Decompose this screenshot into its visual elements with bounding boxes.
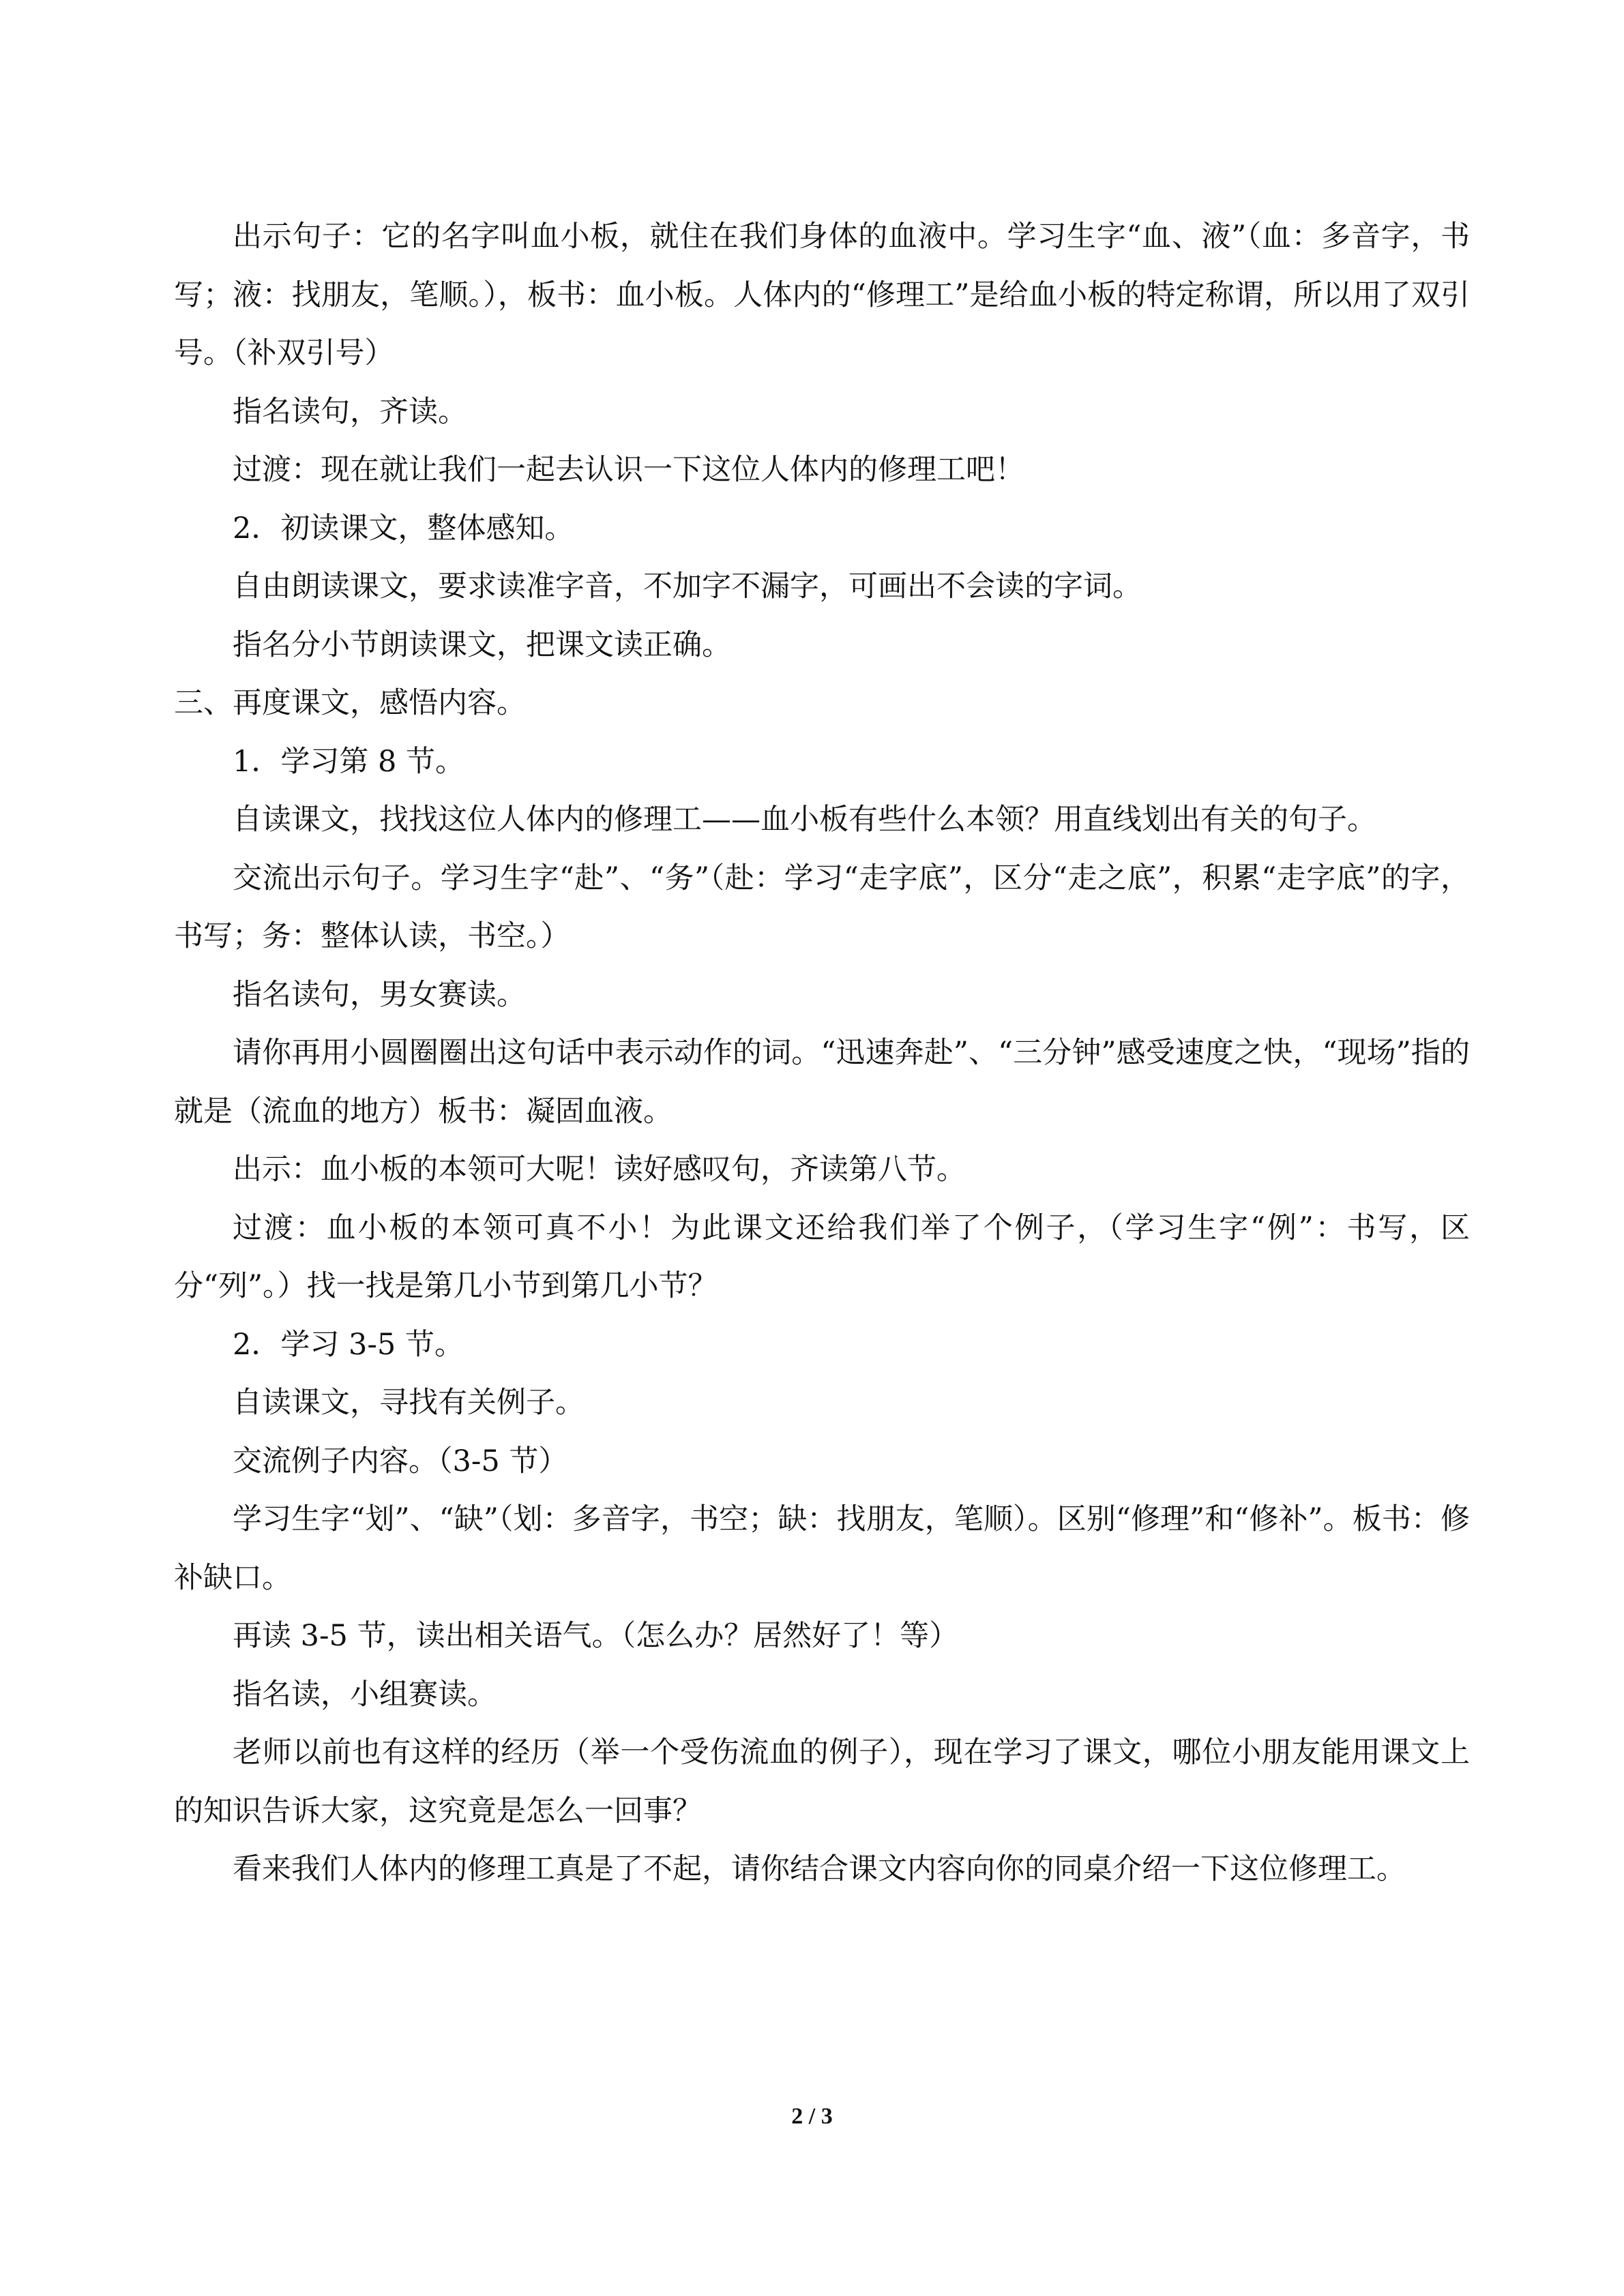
paragraph: 2．学习 3-5 节。 <box>233 1327 464 1362</box>
paragraph: 过渡：血小板的本领可真不小！为此课文还给我们举了个例子，（学习生字“例”：书写，区分“列”。）找一找是第几小节到第几小节？ <box>174 1210 1470 1303</box>
paragraph: 指名读，小组赛读。 <box>233 1677 497 1712</box>
document-body <box>174 208 1470 1899</box>
paragraph: 交流例子内容。（3-5 节） <box>233 1444 568 1478</box>
paragraph: 1．学习第 8 节。 <box>233 744 465 779</box>
paragraph: 自读课文，寻找有关例子。 <box>233 1386 585 1420</box>
paragraph: 交流出示句子。学习生字“赴”、“务”（赴：学习“走字底”，区分“走之底”，积累“走字底”的字，书写；务：整体认读，书空。） <box>174 861 1470 953</box>
paragraph: 再读 3-5 节，读出相关语气。（怎么办？居然好了！等） <box>233 1619 959 1653</box>
paragraph: 2．初读课文，整体感知。 <box>233 511 574 546</box>
paragraph: 请你再用小圆圈圈出这句话中表示动作的词。“迅速奔赴”、“三分钟”感受速度之快，“现场”指的就是（流血的地方）板书：凝固血液。 <box>174 1036 1470 1129</box>
paragraph: 指名读句，男女赛读。 <box>233 977 526 1012</box>
paragraph: 指名分小节朗读课文，把课文读正确。 <box>233 627 731 662</box>
paragraph: 出示：血小板的本领可大呢！读好感叹句，齐读第八节。 <box>233 1152 966 1187</box>
section-heading: 三、再度课文，感悟内容。 <box>174 686 526 720</box>
paragraph: 自读课文，找找这位人体内的修理工——血小板有些什么本领？用直线划出有关的句子。 <box>233 803 1376 837</box>
paragraph: 指名读句，齐读。 <box>233 394 467 429</box>
paragraph: 学习生字“划”、“缺”（划：多音字，书空；缺：找朋友，笔顺）。区别“修理”和“修补”。板书：修补缺口。 <box>174 1502 1470 1595</box>
paragraph: 自由朗读课文，要求读准字音，不加字不漏字，可画出不会读的字词。 <box>233 569 1142 603</box>
paragraph: 老师以前也有这样的经历（举一个受伤流血的例子），现在学习了课文，哪位小朋友能用课文上的知识告诉大家，这究竟是怎么一回事？ <box>174 1735 1470 1828</box>
page-number: 2 / 3 <box>791 2104 833 2129</box>
paragraph: 看来我们人体内的修理工真是了不起，请你结合课文内容向你的同桌介绍一下这位修理工。 <box>233 1852 1406 1886</box>
paragraph: 出示句子：它的名字叫血小板，就住在我们身体的血液中。学习生字“血、液”（血：多音字，书写；液：找朋友，笔顺。），板书：血小板。人体内的“修理工”是给血小板的特定称谓，所以用了双引号。（补双引号） <box>174 220 1470 370</box>
paragraph: 过渡：现在就让我们一起去认识一下这位人体内的修理工吧！ <box>233 453 1024 487</box>
